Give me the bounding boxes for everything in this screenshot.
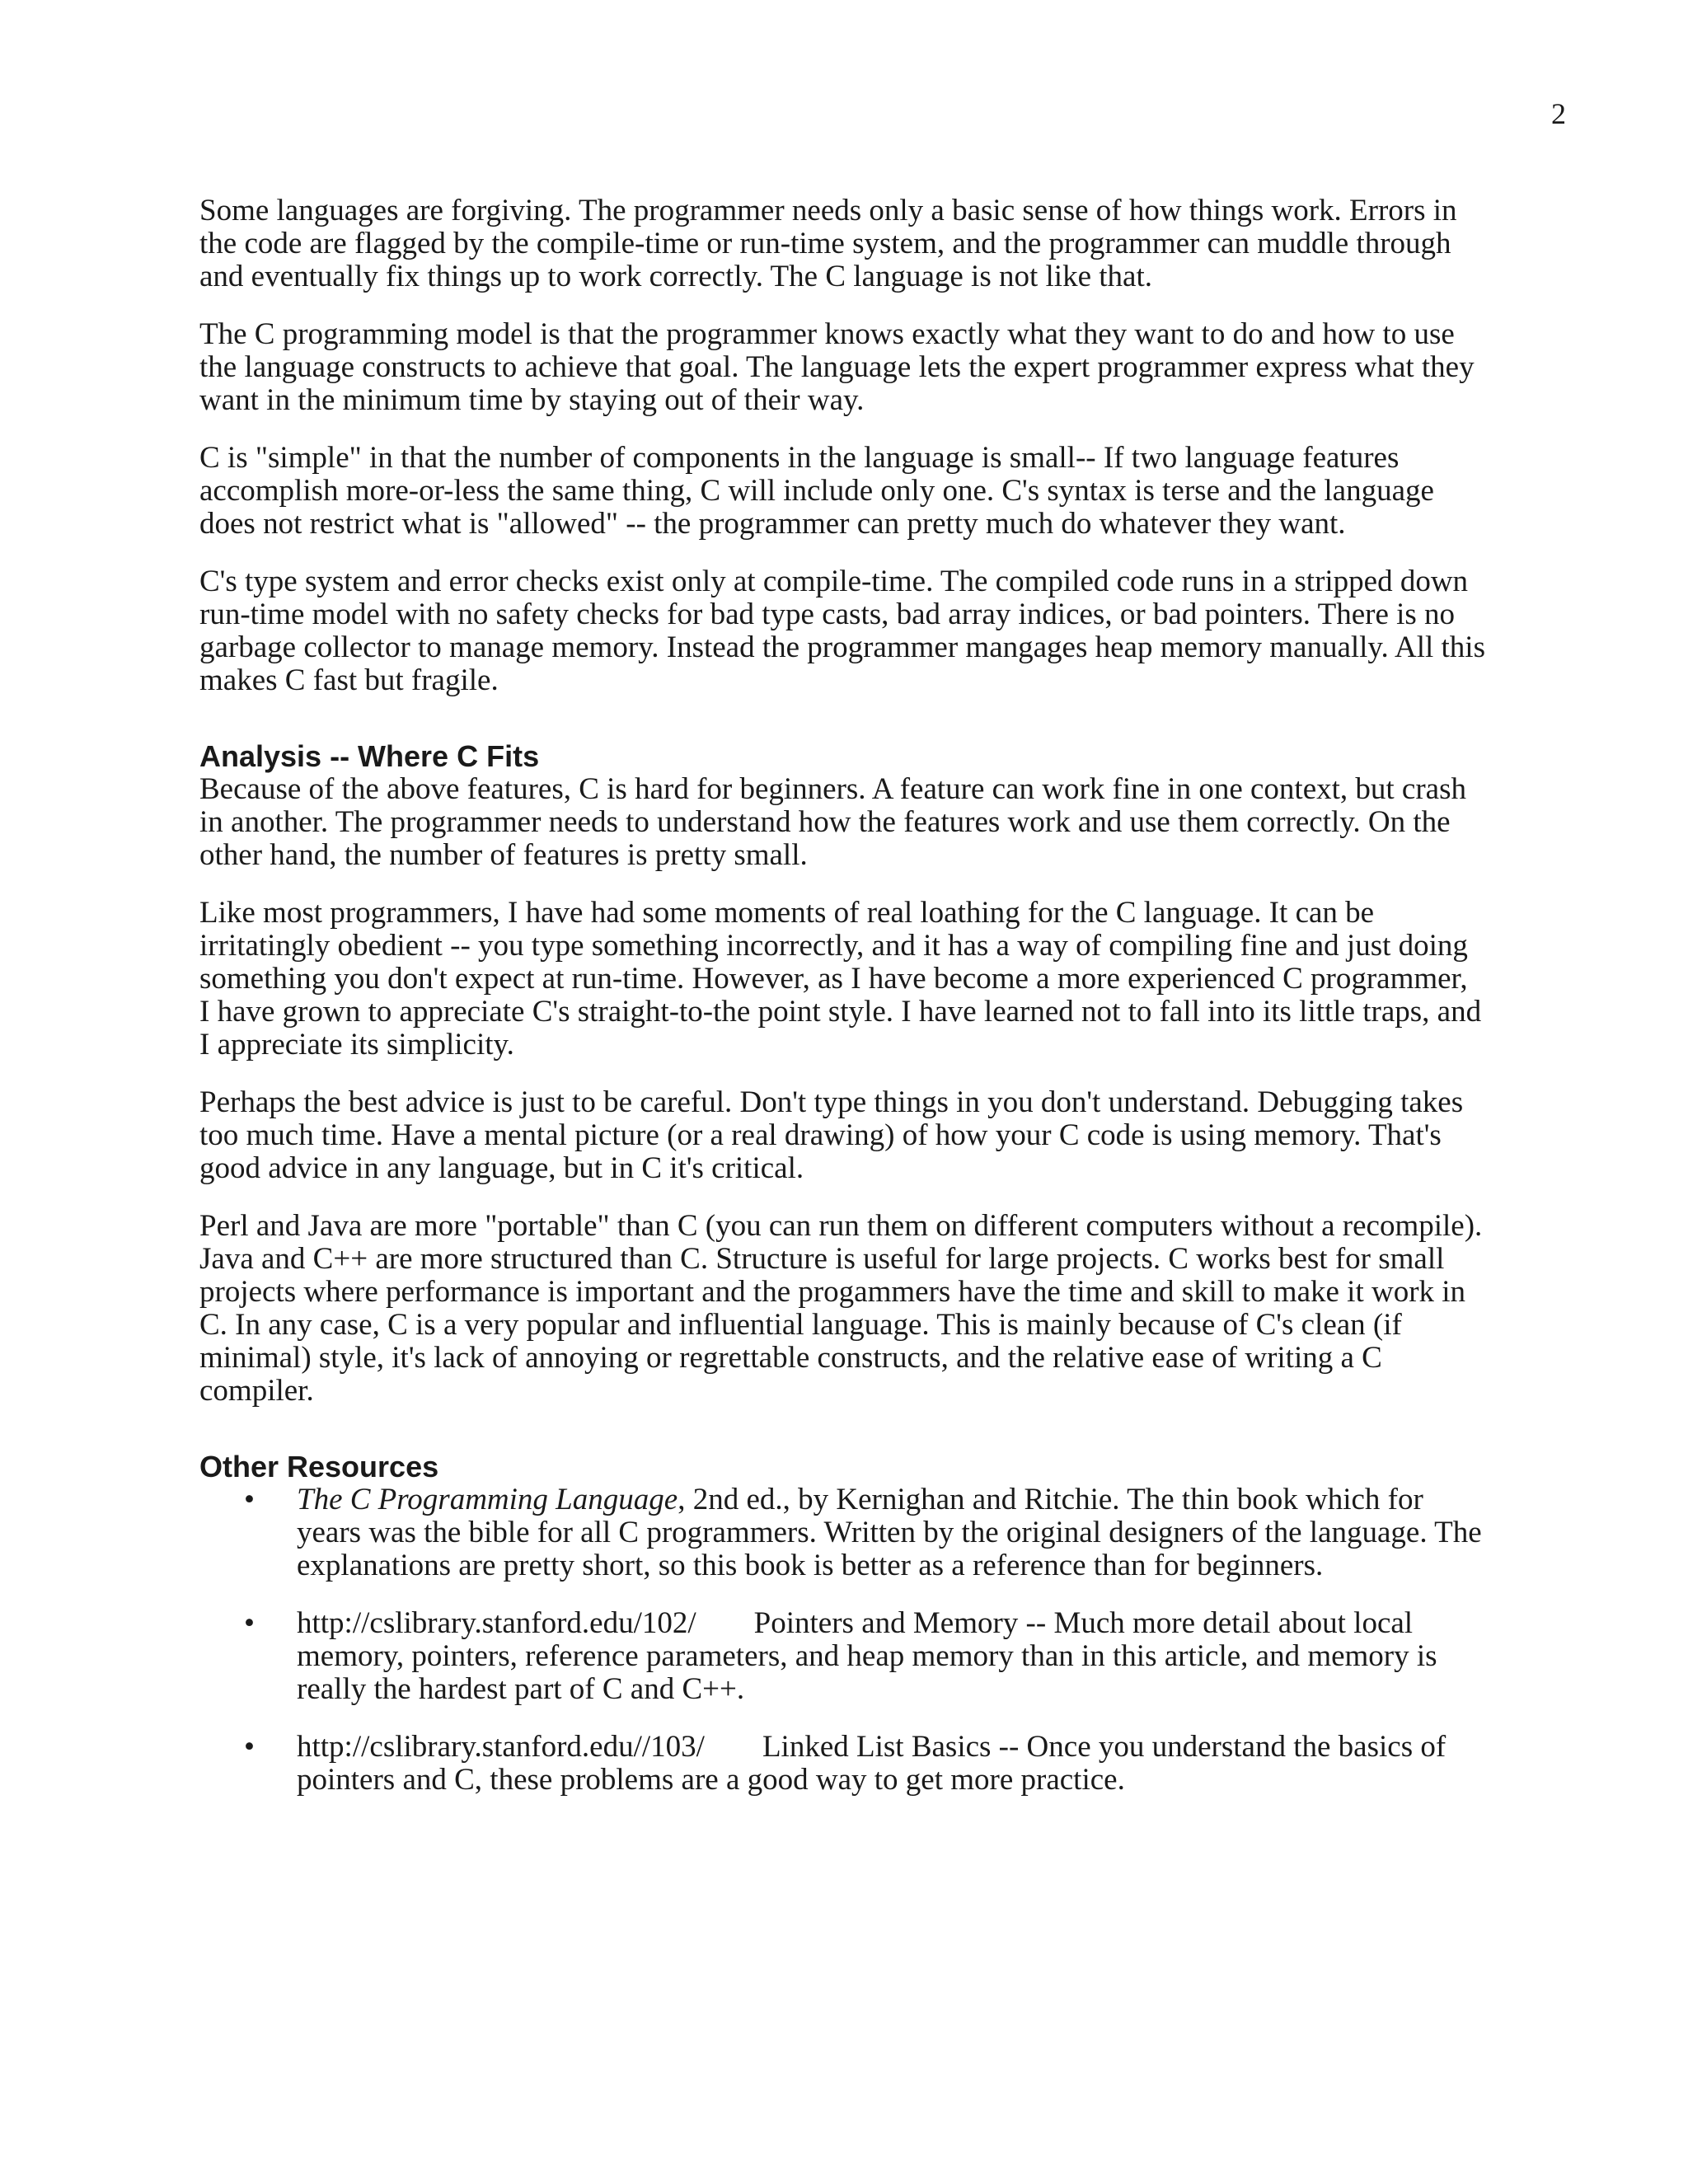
resource-item	[199, 1607, 1485, 1706]
bullet-icon: •	[244, 1730, 255, 1764]
analysis-paragraph: Perhaps the best advice is just to be careful. Don't type things in you don't understand. Debugging takes too much time. Have a mental picture (or a real drawing) of how your C code is using memory. That's good advice in any language, but in C it's critical.	[199, 1085, 1464, 1185]
analysis-paragraph: Because of the above features, C is hard for beginners. A feature can work fine in one context, but crash in another. The programmer needs to understand how the features work and use them correctly. On the other hand, the number of features is pretty small.	[199, 772, 1466, 872]
book-title: The C Programming Language	[297, 1483, 678, 1516]
resource-item	[199, 1483, 1485, 1582]
page-content	[199, 194, 1485, 1821]
intro-paragraph: C's type system and error checks exist only at compile-time. The compiled code runs in a stripped down run-time model with no safety checks for bad type casts, bad array indices, or bad pointers. There is no garbage collector to manage memory. Instead the programmer mangages heap memory manually. All this makes C fast but fragile.	[199, 565, 1485, 697]
resource-description: , 2nd ed., by Kernighan and Ritchie. The thin book which for years was the bible for all C programmers. Written by the original designers of the language. The explanations are pretty short, so this book is better as a reference than for beginners.	[297, 1483, 1482, 1582]
analysis-paragraph: Like most programmers, I have had some moments of real loathing for the C language. It can be irritatingly obedient -- you type something incorrectly, and it has a way of compiling fine and just doing something you don't expect at run-time. However, as I have become a more experienced C programmer, I have grown to appreciate C's straight-to-the point style. I have learned not to fall into its little traps, and I appreciate its simplicity.	[199, 896, 1482, 1062]
resource-item	[199, 1731, 1485, 1797]
analysis-paragraph: Perl and Java are more "portable" than C (you can run them on different computers without a recompile). Java and C++ are more structured than C. Structure is useful for large projects. C works best for small projects where performance is important and the progammers have the time and skill to make it work in C. In any case, C is a very popular and influential language. This is mainly because of C's clean (if minimal) style, it's lack of annoying or regrettable constructs, and the relative ease of writing a C compiler.	[199, 1209, 1483, 1408]
intro-paragraph: The C programming model is that the programmer knows exactly what they want to do and how to use the language constructs to achieve that goal. The language lets the expert programmer express what they want in the minimum time by staying out of their way.	[199, 317, 1475, 417]
resources-heading: Other Resources	[199, 1450, 439, 1483]
intro-paragraph: Some languages are forgiving. The programmer needs only a basic sense of how things work. Errors in the code are flagged by the compile-time or run-time system, and the programmer can muddle through and eventually fix things up to work correctly. The C language is not like that.	[199, 194, 1457, 293]
intro-paragraph: C is "simple" in that the number of components in the language is small-- If two language features accomplish more-or-less the same thing, C will include only one. C's syntax is terse and the language does not restrict what is "allowed" -- the programmer can pretty much do whatever they want.	[199, 441, 1434, 541]
page-number: 2	[1551, 97, 1566, 130]
analysis-heading: Analysis -- Where C Fits	[199, 739, 540, 773]
resource-description: Linked List Basics -- Once you understand the basics of pointers and C, these problems are a good way to get more practice.	[297, 1730, 1447, 1797]
resource-description: Pointers and Memory -- Much more detail about local memory, pointers, reference parameters, and heap memory than in this article, and memory is really the hardest part of C and C++.	[297, 1606, 1437, 1706]
bullet-icon: •	[244, 1606, 255, 1640]
resource-link[interactable]: http://cslibrary.stanford.edu/102/	[297, 1606, 696, 1640]
resource-link[interactable]: http://cslibrary.stanford.edu//103/	[297, 1730, 705, 1764]
resources-list	[199, 1483, 1485, 1797]
bullet-icon: •	[244, 1483, 255, 1516]
